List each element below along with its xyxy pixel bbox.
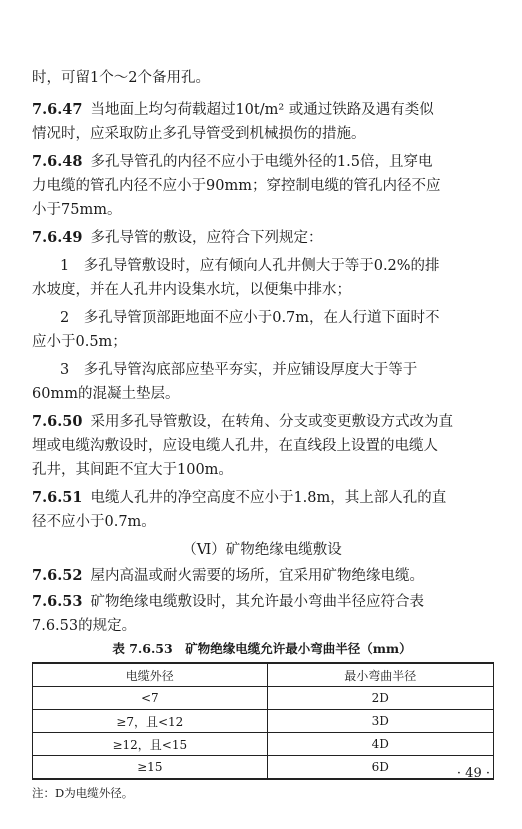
text-line bbox=[32, 436, 492, 456]
bend-radius-table bbox=[32, 662, 494, 780]
table-caption: 表 7.6.53 矿物绝缘电缆允许最小弯曲半径（mm） bbox=[112, 641, 412, 656]
text-line bbox=[60, 360, 492, 380]
text-line bbox=[32, 512, 492, 532]
clause-number: 7.6.47 bbox=[32, 101, 83, 118]
table-row bbox=[33, 710, 494, 733]
cell-radius: 3D bbox=[267, 710, 493, 733]
clause-number: 7.6.48 bbox=[32, 153, 83, 170]
text-line bbox=[32, 460, 492, 480]
clause-7-6-53 bbox=[32, 592, 492, 612]
cell-diameter: <7 bbox=[33, 687, 268, 710]
line-text: 埋或电缆沟敷设时，应设电缆人孔井，在直线段上设置的电缆人 bbox=[32, 438, 438, 454]
clause-number: 7.6.51 bbox=[32, 489, 83, 506]
clause-7-6-50 bbox=[32, 412, 492, 432]
clause-number: 7.6.52 bbox=[32, 567, 83, 584]
line-text: 水坡度，并在人孔井内设集水坑，以便集中排水； bbox=[32, 282, 351, 298]
line-text: 60mm的混凝土垫层。 bbox=[32, 386, 180, 402]
page-number: · 49 · bbox=[456, 766, 490, 781]
text-line bbox=[32, 332, 492, 352]
clause-number: 7.6.53 bbox=[32, 593, 83, 610]
line-text: 孔井，其间距不宜大于100m。 bbox=[32, 462, 233, 478]
line-text: 3 多孔导管沟底部应垫平夯实，并应铺设厚度大于等于 bbox=[60, 362, 418, 378]
line-text: 采用多孔导管敷设，在转角、分支或变更敷设方式改为直 bbox=[90, 414, 453, 430]
line-text: （Ⅵ）矿物绝缘电缆敷设 bbox=[182, 542, 342, 558]
cell-radius: 2D bbox=[267, 687, 493, 710]
clause-7-6-48 bbox=[32, 152, 492, 172]
line-text: 小于75mm。 bbox=[32, 202, 122, 218]
text-line bbox=[32, 540, 492, 560]
text-line bbox=[32, 68, 492, 88]
cell-radius: 6D bbox=[267, 756, 493, 780]
text-line bbox=[60, 308, 492, 328]
text-line bbox=[32, 176, 492, 196]
text-line bbox=[32, 124, 492, 144]
clause-7-6-47 bbox=[32, 100, 492, 120]
line-text: 7.6.53的规定。 bbox=[32, 618, 137, 634]
line-text: 多孔导管的敷设，应符合下列规定： bbox=[90, 230, 323, 246]
clause-number: 7.6.49 bbox=[32, 229, 83, 246]
text-line bbox=[32, 280, 492, 300]
table-header-row bbox=[33, 663, 494, 687]
line-text: 1 多孔导管敷设时，应有倾向人孔井侧大于等于0.2%的排 bbox=[60, 258, 440, 274]
text-line bbox=[60, 256, 492, 276]
line-text: 力电缆的管孔内径不应小于90mm；穿控制电缆的管孔内径不应 bbox=[32, 178, 441, 194]
line-text: 矿物绝缘电缆敷设时，其允许最小弯曲半径应符合表 bbox=[90, 594, 424, 610]
line-text: 电缆人孔井的净空高度不应小于1.8m，其上部人孔的直 bbox=[90, 490, 447, 506]
clause-7-6-52 bbox=[32, 566, 492, 586]
cell-radius: 4D bbox=[267, 733, 493, 756]
header-cable-diameter: 电缆外径 bbox=[33, 663, 268, 687]
text-line bbox=[32, 384, 492, 404]
table-note: 注：D为电缆外径。 bbox=[32, 786, 134, 800]
line-text: 情况时，应采取防止多孔导管受到机械损伤的措施。 bbox=[32, 126, 366, 142]
cell-diameter: ≥7，且<12 bbox=[33, 710, 268, 733]
cell-diameter: ≥12，且<15 bbox=[33, 733, 268, 756]
cell-diameter: ≥15 bbox=[33, 756, 268, 780]
line-text: 多孔导管孔的内径不应小于电缆外径的1.5倍，且穿电 bbox=[90, 154, 433, 170]
line-text: 2 多孔导管顶部距地面不应小于0.7m，在人行道下面时不 bbox=[60, 310, 440, 326]
clause-number: 7.6.50 bbox=[32, 413, 83, 430]
table-row bbox=[33, 687, 494, 710]
line-text: 径不应小于0.7m。 bbox=[32, 514, 156, 530]
line-text: 时，可留1个～2个备用孔。 bbox=[32, 70, 210, 86]
clause-7-6-49 bbox=[32, 228, 492, 248]
clause-7-6-51 bbox=[32, 488, 492, 508]
table-row bbox=[33, 756, 494, 780]
line-text: 屋内高温或耐火需要的场所，宜采用矿物绝缘电缆。 bbox=[90, 568, 424, 584]
text-line bbox=[32, 616, 492, 636]
line-text: 当地面上均匀荷载超过10t/m² 或通过铁路及遇有类似 bbox=[90, 102, 434, 118]
line-text: 应小于0.5m； bbox=[32, 334, 127, 350]
table-row bbox=[33, 733, 494, 756]
text-line bbox=[32, 200, 492, 220]
header-min-bend-radius: 最小弯曲半径 bbox=[267, 663, 493, 687]
